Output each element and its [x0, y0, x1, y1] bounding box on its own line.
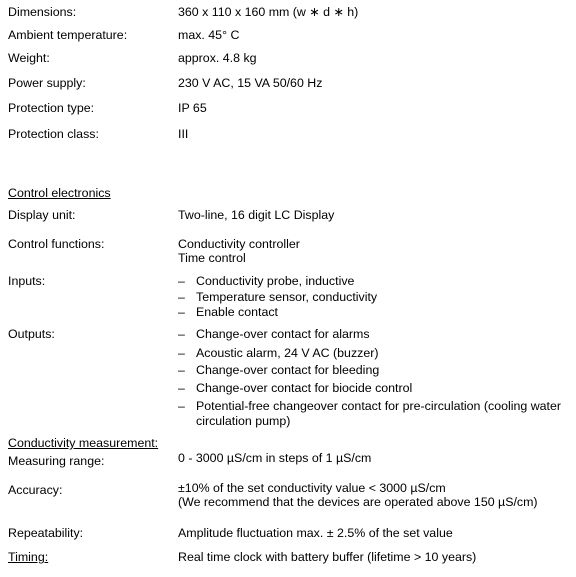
- list-dash: –: [178, 399, 185, 413]
- inputs-label: Inputs:: [8, 274, 46, 288]
- protection-type-value: IP 65: [178, 101, 207, 115]
- output-item: Change-over contact for bleeding: [196, 363, 380, 377]
- list-dash: –: [178, 290, 185, 304]
- dimensions-value: 360 x 110 x 160 mm (w ∗ d ∗ h): [178, 5, 359, 19]
- display-unit-label: Display unit:: [8, 208, 76, 222]
- protection-type-label: Protection type:: [8, 101, 95, 115]
- input-item: Enable contact: [196, 305, 278, 319]
- accuracy-label: Accuracy:: [8, 483, 63, 497]
- accuracy-value-line-1: ±10% of the set conductivity value < 3000 µS/cm: [178, 481, 446, 495]
- input-item: Temperature sensor, conductivity: [196, 290, 378, 304]
- output-item-continuation: circulation pump): [196, 414, 291, 428]
- control-electronics-heading: Control electronics: [8, 186, 111, 200]
- display-unit-value: Two-line, 16 digit LC Display: [178, 208, 335, 222]
- list-dash: –: [178, 346, 185, 360]
- list-dash: –: [178, 363, 185, 377]
- dimensions-label: Dimensions:: [8, 5, 77, 19]
- output-item: Potential-free changeover contact for pre-circulation (cooling water: [196, 399, 562, 413]
- protection-class-label: Protection class:: [8, 127, 99, 141]
- protection-class-value: III: [178, 127, 189, 141]
- output-item: Change-over contact for alarms: [196, 327, 370, 341]
- timing-value: Real time clock with battery buffer (lifetime > 10 years): [178, 550, 477, 564]
- control-function-item: Time control: [178, 251, 246, 265]
- list-dash: –: [178, 274, 185, 288]
- list-dash: –: [178, 305, 185, 319]
- control-functions-label: Control functions:: [8, 237, 105, 251]
- power-supply-value: 230 V AC, 15 VA 50/60 Hz: [178, 76, 323, 90]
- accuracy-value-line-2: (We recommend that the devices are operated above 150 µS/cm): [178, 495, 538, 509]
- ambient-temperature-value: max. 45° C: [178, 28, 240, 42]
- list-dash: –: [178, 327, 185, 341]
- output-item: Change-over contact for biocide control: [196, 381, 413, 395]
- repeatability-label: Repeatability:: [8, 526, 84, 540]
- measuring-range-value: 0 - 3000 µS/cm in steps of 1 µS/cm: [178, 451, 372, 465]
- output-item: Acoustic alarm, 24 V AC (buzzer): [196, 346, 379, 360]
- repeatability-value: Amplitude fluctuation max. ± 2.5% of the set value: [178, 526, 453, 540]
- control-function-item: Conductivity controller: [178, 237, 300, 251]
- conductivity-measurement-heading: Conductivity measurement:: [8, 436, 159, 450]
- list-dash: –: [178, 381, 185, 395]
- weight-value: approx. 4.8 kg: [178, 51, 257, 65]
- outputs-label: Outputs:: [8, 327, 55, 341]
- timing-heading: Timing:: [8, 550, 49, 564]
- ambient-temperature-label: Ambient temperature:: [8, 28, 128, 42]
- weight-label: Weight:: [8, 51, 50, 65]
- power-supply-label: Power supply:: [8, 76, 86, 90]
- measuring-range-label: Measuring range:: [8, 454, 105, 468]
- input-item: Conductivity probe, inductive: [196, 274, 355, 288]
